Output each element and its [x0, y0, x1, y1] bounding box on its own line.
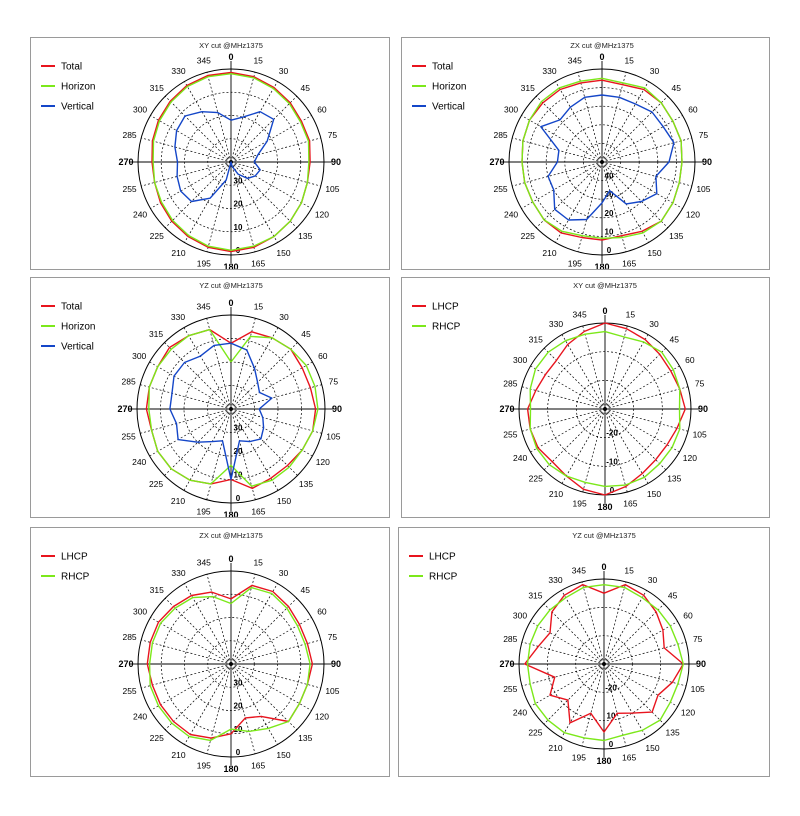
- radial-tick-label: 0: [235, 494, 241, 503]
- polar-spoke: [605, 326, 627, 409]
- angle-tick-label: 285: [122, 631, 137, 642]
- angle-tick-label: 75: [328, 376, 339, 387]
- radial-tick-label: 10: [233, 470, 243, 480]
- angle-tick-label: 90: [695, 659, 707, 669]
- polar-chart-2: [31, 278, 389, 517]
- angle-tick-label: 45: [667, 590, 678, 601]
- polar-spoke: [604, 582, 626, 664]
- chart-title: XY cut @MHz1375: [199, 41, 263, 50]
- angle-tick-label: 45: [671, 82, 681, 93]
- radial-tick-label: 20: [604, 208, 614, 218]
- angle-tick-label: 330: [548, 319, 564, 330]
- angle-tick-label: 315: [149, 584, 164, 595]
- angle-tick-label: 165: [623, 498, 638, 509]
- polar-spoke: [602, 138, 692, 162]
- radial-tick-label: -20: [605, 683, 617, 693]
- chart-title: YZ cut @MHz1375: [199, 281, 263, 290]
- angle-tick-label: 300: [503, 104, 519, 115]
- chart-panel-xy-circular: [401, 277, 770, 518]
- angle-tick-label: 330: [171, 66, 186, 77]
- angle-tick-label: 210: [548, 488, 564, 499]
- angle-tick-label: 150: [646, 488, 662, 499]
- angle-tick-label: 270: [499, 404, 515, 414]
- angle-tick-label: 135: [298, 231, 313, 242]
- polar-spoke: [231, 385, 322, 409]
- angle-tick-label: 225: [528, 727, 543, 738]
- angle-tick-label: 120: [682, 453, 697, 463]
- chart-title: XY cut @MHz1375: [573, 281, 637, 290]
- polar-chart-1: [402, 38, 769, 269]
- angle-tick-label: 165: [251, 760, 266, 771]
- polar-spoke: [521, 162, 602, 209]
- angle-tick-label: 105: [326, 431, 341, 442]
- polar-spoke: [604, 642, 686, 664]
- chart-panel-xy-3comp: [30, 37, 390, 270]
- angle-tick-label: 195: [196, 506, 211, 517]
- polar-spoke: [604, 604, 664, 664]
- legend-label-rhcp: RHCP: [432, 321, 461, 333]
- angle-tick-label: 0: [602, 306, 608, 316]
- angle-tick-label: 300: [132, 606, 148, 617]
- polar-spoke: [141, 138, 231, 162]
- chart-title: YZ cut @MHz1375: [572, 531, 636, 540]
- radial-tick-label: 10: [233, 222, 243, 232]
- polar-spoke: [544, 604, 604, 664]
- angle-tick-label: 315: [520, 82, 535, 93]
- angle-tick-label: 225: [149, 733, 164, 744]
- polar-spoke: [521, 116, 602, 163]
- radial-tick-label: 20: [233, 199, 243, 209]
- radial-tick-label: 20: [233, 701, 243, 711]
- angle-tick-label: 255: [493, 184, 508, 195]
- polar-chart-5: [399, 528, 769, 776]
- angle-tick-label: 285: [503, 633, 518, 644]
- angle-tick-label: 345: [572, 309, 587, 320]
- angle-tick-label: 0: [599, 52, 605, 62]
- polar-spoke: [604, 664, 647, 738]
- angle-tick-label: 75: [698, 129, 709, 140]
- angle-tick-label: 315: [148, 329, 164, 340]
- polar-spoke: [604, 590, 647, 664]
- legend-label-vertical: Vertical: [432, 101, 465, 113]
- angle-tick-label: 270: [499, 659, 515, 669]
- angle-tick-label: 225: [149, 231, 164, 242]
- angle-tick-label: 330: [171, 568, 186, 579]
- polar-spoke: [150, 618, 231, 665]
- angle-tick-label: 195: [572, 498, 587, 509]
- angle-tick-label: 150: [276, 495, 292, 506]
- legend-label-total: Total: [61, 61, 83, 73]
- radial-tick-label: 0: [609, 486, 615, 495]
- angle-tick-label: 150: [276, 749, 291, 760]
- angle-tick-label: 150: [645, 743, 660, 754]
- angle-tick-label: 150: [276, 247, 291, 258]
- angle-tick-label: 30: [649, 319, 659, 330]
- polar-spoke: [602, 162, 692, 186]
- polar-spoke: [605, 409, 648, 483]
- angle-tick-label: 225: [528, 473, 543, 484]
- polar-spoke: [231, 362, 312, 409]
- radial-tick-label: 30: [233, 176, 243, 186]
- angle-tick-label: 210: [548, 743, 563, 754]
- angle-tick-label: 210: [171, 247, 186, 258]
- angle-tick-label: 135: [669, 231, 684, 242]
- angle-tick-label: 30: [647, 574, 658, 585]
- angle-tick-label: 120: [314, 711, 330, 722]
- polar-spoke: [536, 96, 602, 162]
- polar-spoke: [605, 335, 648, 409]
- polar-spoke: [544, 348, 605, 409]
- polar-spoke: [602, 81, 649, 162]
- angle-tick-label: 210: [171, 749, 186, 760]
- angle-tick-label: 330: [548, 574, 563, 585]
- angle-tick-label: 285: [121, 376, 136, 387]
- polar-spoke: [140, 409, 231, 433]
- polar-chart-3: [402, 278, 769, 517]
- radial-tick-label: 0: [235, 748, 241, 757]
- legend-label-horizon: Horizon: [61, 81, 96, 93]
- angle-tick-label: 45: [300, 584, 310, 595]
- angle-tick-label: 60: [318, 351, 328, 361]
- polar-spoke: [562, 590, 605, 664]
- angle-tick-label: 135: [298, 733, 313, 744]
- polar-spoke: [231, 138, 321, 162]
- angle-tick-label: 210: [542, 247, 557, 258]
- angle-tick-label: 135: [665, 727, 680, 738]
- angle-tick-label: 225: [148, 478, 164, 489]
- radial-tick-label: 30: [233, 423, 243, 433]
- polar-spoke: [582, 664, 604, 746]
- angle-tick-label: 75: [694, 378, 705, 389]
- angle-tick-label: 105: [692, 429, 707, 440]
- polar-spoke: [207, 409, 231, 500]
- angle-tick-label: 90: [331, 404, 343, 414]
- polar-spoke: [605, 366, 679, 409]
- angle-tick-label: 180: [223, 510, 239, 517]
- angle-tick-label: 180: [223, 764, 239, 774]
- angle-tick-label: 30: [649, 66, 660, 77]
- angle-tick-label: 15: [624, 55, 634, 66]
- angle-tick-label: 165: [251, 258, 266, 269]
- radial-tick-label: 20: [233, 447, 243, 456]
- angle-tick-label: 240: [132, 209, 148, 220]
- polar-spoke: [207, 72, 231, 162]
- angle-tick-label: 330: [542, 66, 557, 77]
- chart-panel-zx-3comp: [401, 37, 770, 270]
- polar-spoke: [522, 409, 605, 431]
- legend-label-horizon: Horizon: [432, 81, 467, 93]
- angle-tick-label: 105: [690, 684, 705, 695]
- polar-spoke: [141, 640, 231, 664]
- chart-title: ZX cut @MHz1375: [570, 41, 634, 50]
- polar-spoke: [512, 162, 602, 186]
- polar-spoke: [605, 387, 688, 409]
- angle-tick-label: 240: [132, 711, 148, 722]
- angle-tick-label: 300: [132, 104, 148, 115]
- polar-spoke: [556, 162, 603, 243]
- angle-tick-label: 90: [697, 404, 709, 414]
- angle-tick-label: 270: [117, 404, 133, 414]
- radial-tick-label: 10: [606, 711, 616, 721]
- angle-tick-label: 180: [594, 262, 610, 269]
- polar-spoke: [207, 574, 231, 664]
- polar-spoke: [602, 72, 626, 162]
- angle-tick-label: 300: [132, 351, 147, 361]
- legend-label-rhcp: RHCP: [61, 571, 90, 583]
- legend-label-lhcp: LHCP: [61, 551, 88, 563]
- polar-spoke: [602, 96, 668, 162]
- angle-tick-label: 75: [327, 129, 338, 140]
- polar-spoke: [522, 664, 604, 686]
- angle-tick-label: 315: [149, 82, 164, 93]
- radial-tick-label: -10: [606, 457, 618, 467]
- angle-tick-label: 285: [493, 129, 508, 140]
- angle-tick-label: 60: [688, 104, 698, 115]
- polar-spoke: [583, 326, 605, 409]
- angle-tick-label: 255: [121, 431, 136, 442]
- polar-spoke: [544, 409, 605, 470]
- polar-spoke: [231, 81, 278, 162]
- angle-tick-label: 45: [669, 334, 680, 345]
- radial-tick-label: 10: [233, 724, 243, 734]
- angle-tick-label: 75: [692, 633, 703, 644]
- angle-tick-label: 345: [196, 55, 211, 66]
- chart-title: ZX cut @MHz1375: [199, 531, 263, 540]
- angle-tick-label: 270: [118, 659, 134, 669]
- radial-tick-label: 0: [608, 740, 614, 749]
- radial-tick-label: 30: [233, 678, 243, 688]
- polar-spoke: [531, 409, 605, 452]
- angle-tick-label: 30: [278, 66, 289, 77]
- chart-panel-yz-3comp: [30, 277, 390, 518]
- angle-tick-label: 45: [301, 329, 311, 340]
- angle-tick-label: 0: [228, 554, 234, 564]
- polar-spoke: [150, 116, 231, 163]
- angle-tick-label: 60: [317, 104, 327, 115]
- angle-tick-label: 255: [122, 686, 137, 697]
- polar-spoke: [140, 385, 231, 409]
- angle-tick-label: 180: [223, 262, 239, 269]
- polar-spoke: [604, 664, 626, 746]
- angle-tick-label: 180: [596, 756, 612, 766]
- angle-tick-label: 15: [253, 301, 264, 312]
- polar-spoke: [522, 387, 605, 409]
- radial-tick-label: 10: [604, 227, 614, 237]
- angle-tick-label: 15: [624, 565, 634, 576]
- polar-chart-4: [31, 528, 389, 776]
- polar-spoke: [583, 409, 605, 492]
- angle-tick-label: 285: [122, 129, 137, 140]
- angle-tick-label: 210: [170, 495, 186, 506]
- angle-tick-label: 30: [278, 568, 289, 579]
- polar-spoke: [582, 582, 604, 664]
- polar-spoke: [512, 138, 602, 162]
- angle-tick-label: 150: [647, 247, 662, 258]
- angle-tick-label: 165: [622, 258, 637, 269]
- angle-tick-label: 60: [683, 610, 693, 621]
- polar-spoke: [522, 642, 604, 664]
- angle-tick-label: 75: [327, 631, 338, 642]
- polar-spoke: [556, 81, 603, 162]
- angle-tick-label: 195: [196, 760, 211, 771]
- angle-tick-label: 255: [122, 184, 137, 195]
- polar-spoke: [544, 664, 604, 724]
- angle-tick-label: 45: [300, 82, 310, 93]
- polar-spoke: [562, 335, 605, 409]
- angle-tick-label: 240: [512, 707, 528, 718]
- radial-tick-label: 30: [604, 190, 614, 200]
- legend-label-vertical: Vertical: [61, 101, 94, 113]
- angle-tick-label: 15: [253, 557, 263, 568]
- angle-tick-label: 120: [315, 457, 330, 467]
- angle-tick-label: 180: [597, 502, 613, 512]
- angle-tick-label: 285: [503, 378, 518, 389]
- angle-tick-label: 345: [196, 557, 211, 568]
- legend-label-lhcp: LHCP: [429, 551, 456, 563]
- series-line-vertical: [541, 95, 674, 220]
- legend-label-rhcp: RHCP: [429, 571, 458, 583]
- angle-tick-label: 270: [118, 157, 134, 167]
- angle-tick-label: 90: [330, 659, 342, 669]
- angle-tick-label: 270: [489, 157, 505, 167]
- radial-tick-label: 0: [606, 246, 612, 255]
- angle-tick-label: 195: [571, 752, 586, 763]
- radial-tick-label: 0: [235, 246, 241, 255]
- angle-tick-label: 225: [520, 231, 535, 242]
- angle-tick-label: 300: [513, 355, 528, 365]
- radial-tick-label: -20: [606, 428, 618, 438]
- angle-tick-label: 315: [528, 590, 543, 601]
- legend-label-horizon: Horizon: [61, 321, 96, 333]
- angle-tick-label: 135: [298, 478, 314, 489]
- angle-tick-label: 195: [567, 258, 582, 269]
- polar-spoke: [231, 116, 312, 163]
- angle-tick-label: 240: [132, 457, 147, 467]
- angle-tick-label: 30: [279, 312, 289, 323]
- polar-spoke: [604, 622, 678, 665]
- angle-tick-label: 135: [667, 473, 682, 484]
- polar-spoke: [562, 409, 605, 483]
- polar-spoke: [605, 348, 666, 409]
- chart-panel-yz-circular: [398, 527, 770, 777]
- angle-tick-label: 315: [528, 334, 543, 345]
- angle-tick-label: 0: [228, 52, 234, 62]
- angle-tick-label: 345: [571, 565, 586, 576]
- angle-tick-label: 15: [625, 309, 636, 320]
- angle-tick-label: 0: [601, 562, 607, 572]
- angle-tick-label: 255: [503, 429, 518, 440]
- angle-tick-label: 105: [325, 184, 340, 195]
- angle-tick-label: 90: [330, 157, 342, 167]
- polar-spoke: [531, 366, 605, 409]
- angle-tick-label: 345: [196, 301, 211, 312]
- polar-spoke: [578, 72, 602, 162]
- angle-tick-label: 120: [685, 209, 701, 220]
- polar-spoke: [231, 583, 278, 664]
- radial-tick-label: 40: [604, 171, 614, 181]
- legend-label-vertical: Vertical: [61, 341, 94, 353]
- angle-tick-label: 165: [251, 506, 266, 517]
- angle-tick-label: 195: [196, 258, 211, 269]
- legend-label-total: Total: [432, 61, 454, 73]
- angle-tick-label: 300: [512, 610, 528, 621]
- angle-tick-label: 165: [622, 752, 637, 763]
- polar-spoke: [185, 81, 232, 162]
- polar-spoke: [150, 409, 231, 456]
- legend-label-lhcp: LHCP: [432, 301, 459, 313]
- polar-spoke: [536, 162, 602, 228]
- angle-tick-label: 90: [701, 157, 713, 167]
- chart-panel-zx-circular: [30, 527, 390, 777]
- polar-spoke: [231, 96, 297, 162]
- angle-tick-label: 60: [685, 355, 695, 365]
- angle-tick-label: 240: [503, 209, 519, 220]
- angle-tick-label: 345: [567, 55, 582, 66]
- polar-spoke: [605, 409, 627, 492]
- angle-tick-label: 105: [325, 686, 340, 697]
- angle-tick-label: 15: [253, 55, 263, 66]
- angle-tick-label: 330: [170, 312, 186, 323]
- angle-tick-label: 120: [314, 209, 330, 220]
- polar-chart-0: [31, 38, 389, 269]
- angle-tick-label: 0: [228, 298, 234, 308]
- legend-label-total: Total: [61, 301, 83, 313]
- angle-tick-label: 120: [680, 707, 696, 718]
- angle-tick-label: 240: [513, 453, 528, 463]
- angle-tick-label: 255: [503, 684, 518, 695]
- angle-tick-label: 60: [317, 606, 327, 617]
- angle-tick-label: 105: [696, 184, 711, 195]
